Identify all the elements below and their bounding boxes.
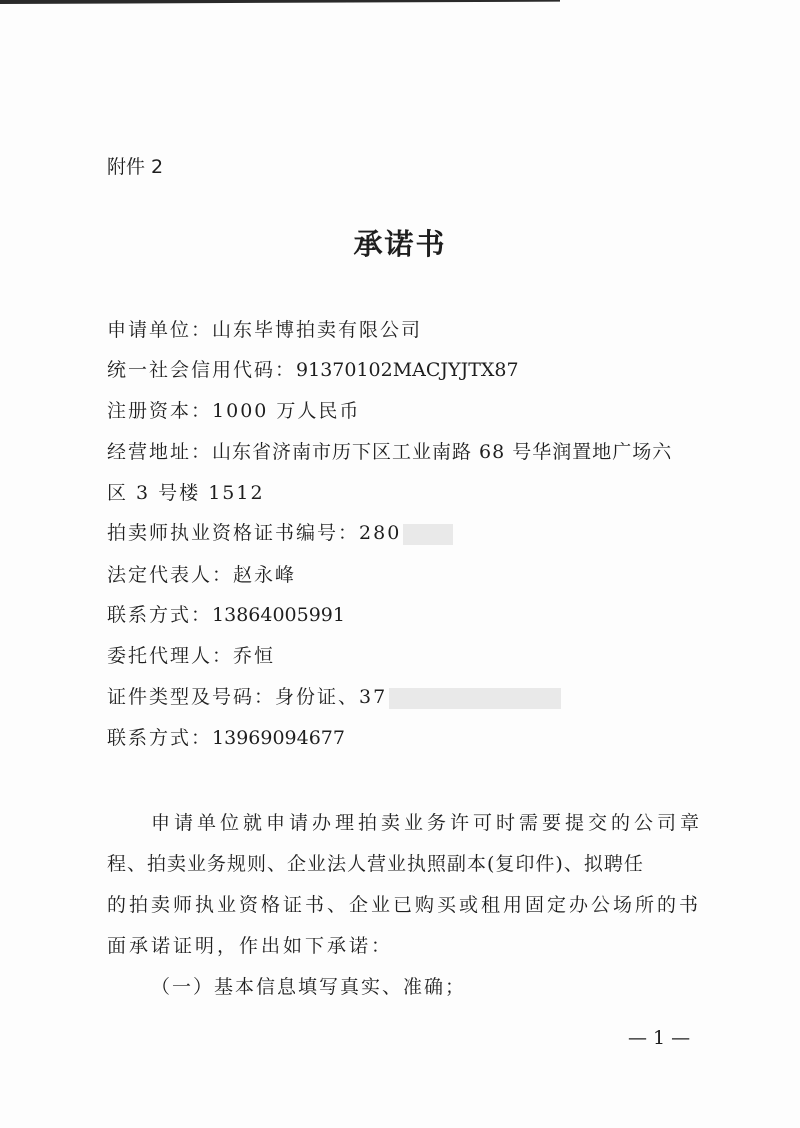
field-value: 13969094677 bbox=[212, 727, 345, 749]
field-registered-capital bbox=[107, 399, 360, 423]
field-auctioneer-cert bbox=[107, 521, 453, 545]
commitment-item-1: （一）基本信息填写真实、准确； bbox=[151, 976, 467, 998]
field-label: 联系方式： bbox=[107, 727, 213, 749]
page-title: 承诺书 bbox=[353, 227, 447, 261]
field-value: 91370102MACJYJTX87 bbox=[296, 359, 519, 381]
field-label: 证件类型及号码： bbox=[107, 686, 276, 708]
field-value: 1000 万人民币 bbox=[212, 400, 361, 422]
field-credit-code bbox=[107, 358, 519, 382]
field-value: 山东省济南市历下区工业南路 68 号华润置地广场六 bbox=[212, 441, 673, 463]
field-agent bbox=[107, 644, 275, 668]
field-label: 联系方式： bbox=[107, 604, 213, 626]
field-value: 13864005991 bbox=[212, 604, 345, 626]
field-label: 拍卖师执业资格证书编号： bbox=[107, 522, 360, 544]
field-value: 山东毕博拍卖有限公司 bbox=[212, 319, 423, 341]
field-label: 申请单位： bbox=[107, 319, 213, 341]
field-label: 法定代表人： bbox=[107, 564, 234, 586]
field-address bbox=[107, 440, 672, 464]
redaction-block bbox=[389, 688, 561, 709]
field-label: 经营地址： bbox=[107, 441, 213, 463]
field-address-line2 bbox=[107, 481, 265, 505]
field-value: 赵永峰 bbox=[233, 564, 297, 586]
page-number: — 1 — bbox=[628, 1027, 691, 1049]
scan-edge-shadow bbox=[0, 0, 560, 4]
field-value: 身份证、37 bbox=[275, 686, 388, 708]
field-value: 乔恒 bbox=[233, 645, 276, 667]
field-legal-rep bbox=[107, 563, 296, 587]
redaction-block bbox=[403, 524, 453, 545]
field-value: 280 bbox=[359, 522, 402, 544]
field-value: 区 3 号楼 1512 bbox=[107, 482, 265, 504]
field-id-document bbox=[107, 685, 561, 709]
attachment-label: 附件 2 bbox=[107, 156, 164, 178]
field-label: 统一社会信用代码： bbox=[107, 359, 297, 381]
field-contact-2 bbox=[107, 726, 345, 750]
field-label: 注册资本： bbox=[107, 400, 213, 422]
paragraph-line: 程、拍卖业务规则、企业法人营业执照副本(复印件)、拟聘任 bbox=[107, 853, 644, 875]
field-contact-1 bbox=[107, 603, 345, 627]
field-applicant bbox=[107, 318, 422, 342]
field-label: 委托代理人： bbox=[107, 645, 234, 667]
paragraph-line: 申请单位就申请办理拍卖业务许可时需要提交的公司章 bbox=[151, 812, 704, 834]
paragraph-line: 面承诺证明，作出如下承诺： bbox=[107, 935, 394, 957]
paragraph-line: 的拍卖师执业资格证书、企业已购买或租用固定办公场所的书 bbox=[107, 894, 702, 916]
